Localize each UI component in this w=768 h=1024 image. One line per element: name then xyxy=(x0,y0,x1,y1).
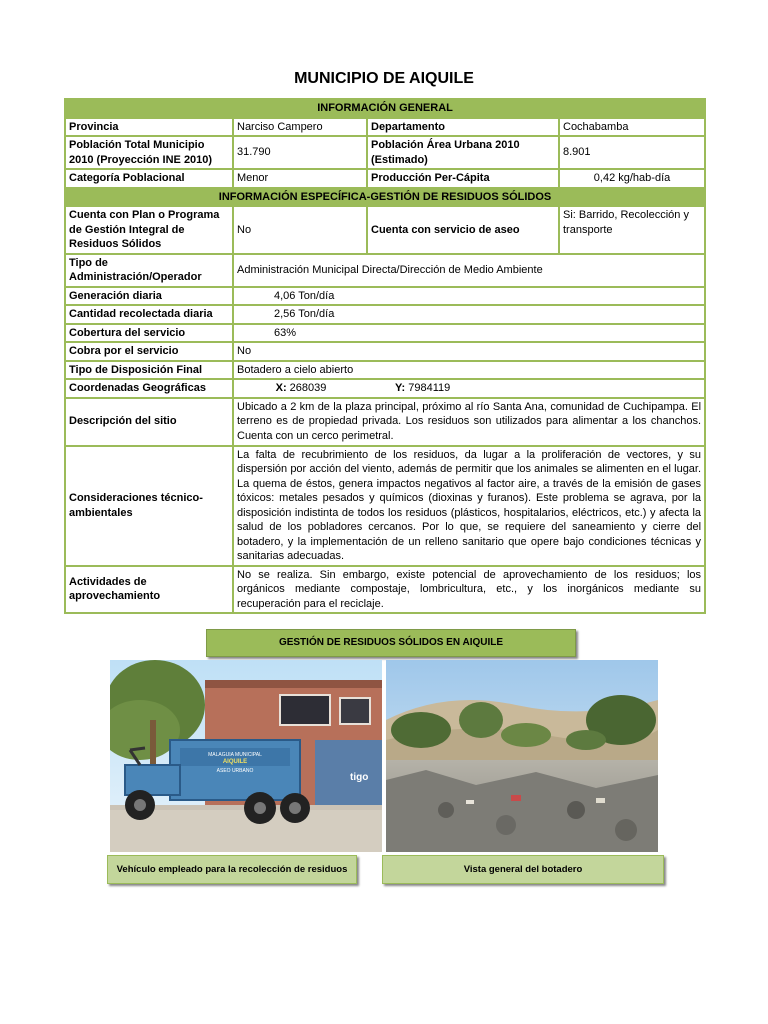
descripcion-label: Descripción del sitio xyxy=(65,398,233,446)
poblacion-total-value: 31.790 xyxy=(233,136,367,169)
disposicion-label: Tipo de Disposición Final xyxy=(65,361,233,380)
table-row xyxy=(65,379,705,398)
cobertura-label: Cobertura del servicio xyxy=(65,324,233,343)
gallery-header: GESTIÓN DE RESIDUOS SÓLIDOS EN AIQUILE xyxy=(206,629,576,657)
general-header: INFORMACIÓN GENERAL xyxy=(65,99,705,118)
poblacion-total-label: Población Total Municipio 2010 (Proyección INE 2010) xyxy=(65,136,233,169)
descripcion-value: Ubicado a 2 km de la plaza principal, próximo al río Santa Ana, comunidad de Cuchipampa. El terreno es de propiedad privada. Los residuos son utilizados para alimentar a los chanchos. Cuenta con un cerco perimetral. xyxy=(233,398,705,446)
tipo-admin-label: Tipo de Administración/Operador xyxy=(65,254,233,287)
wall-brand-text: tigo xyxy=(350,772,369,783)
plan-label: Cuenta con Plan o Programa de Gestión Integral de Residuos Sólidos xyxy=(65,206,233,254)
coord-x-label: X: xyxy=(275,382,287,394)
table-row xyxy=(65,566,705,614)
vehicle-sign-1: MALAGUIA MUNICIPAL xyxy=(208,752,262,758)
produccion-value: 0,42 kg/hab-día xyxy=(559,169,705,188)
coord-x-value: 268039 xyxy=(289,382,327,394)
consideraciones-value: La falta de recubrimiento de los residuos, da lugar a la proliferación de vectores, y su dispersión por acción del viento, además de permitir que los animales se alimenten en el lugar. La quema de éstos, genera impactos negativos al factor aire, a través de la emisión de gases tóxicos: metales pesados y químicos (dioxinas y furanos). Este problema se agrava, por la disposición indistinta de todos los residuos (plásticos, hospitalarios, eléctricos, etc.) y afecta la salud de los pobladores cercanos. Por lo que, se requiere del saneamiento y cierre del botadero, y la implementación de un relleno sanitario que opere bajo condiciones técnicas y sanitarias adecuadas. xyxy=(233,446,705,566)
coordenadas-value xyxy=(233,379,705,398)
table-row xyxy=(65,324,705,343)
plan-value: No xyxy=(233,206,367,254)
cantidad-label: Cantidad recolectada diaria xyxy=(65,305,233,324)
produccion-label: Producción Per-Cápita xyxy=(367,169,559,188)
vehicle-photo xyxy=(110,660,382,852)
vehicle-sign-3: ASEO URBANO xyxy=(216,768,254,774)
info-table xyxy=(64,98,706,614)
aseo-label: Cuenta con servicio de aseo xyxy=(367,206,559,254)
generacion-label: Generación diaria xyxy=(65,287,233,306)
categoria-label: Categoría Poblacional xyxy=(65,169,233,188)
especifica-header-row xyxy=(65,188,705,207)
cobra-label: Cobra por el servicio xyxy=(65,342,233,361)
table-row xyxy=(65,446,705,566)
vehicle-sign-2: AIQUILE xyxy=(222,759,248,765)
departamento-value: Cochabamba xyxy=(559,118,705,137)
actividades-label: Actividades de aprovechamiento xyxy=(65,566,233,614)
especifica-header: INFORMACIÓN ESPECÍFICA-GESTIÓN DE RESIDUOS SÓLIDOS xyxy=(65,188,705,207)
table-row xyxy=(65,118,705,137)
cantidad-value: 2,56 Ton/día xyxy=(233,305,705,324)
coord-y-value: 7984119 xyxy=(408,382,451,394)
generacion-value: 4,06 Ton/día xyxy=(233,287,705,306)
table-row xyxy=(65,254,705,287)
cobertura-value: 63% xyxy=(233,324,705,343)
provincia-value: Narciso Campero xyxy=(233,118,367,137)
actividades-value: No se realiza. Sin embargo, existe potencial de aprovechamiento de los residuos; los orgánicos mediante compostaje, lombricultura, etc., y los inorgánicos mediante su recuperación para el reciclaje. xyxy=(233,566,705,614)
consideraciones-label: Consideraciones técnico-ambientales xyxy=(65,446,233,566)
caption-vehicle: Vehículo empleado para la recolección de residuos xyxy=(107,855,357,884)
table-row xyxy=(65,398,705,446)
table-row xyxy=(65,305,705,324)
table-row xyxy=(65,361,705,380)
categoria-value: Menor xyxy=(233,169,367,188)
disposicion-value: Botadero a cielo abierto xyxy=(233,361,705,380)
coord-y-label: Y: xyxy=(395,382,406,394)
table-row xyxy=(65,206,705,254)
provincia-label: Provincia xyxy=(65,118,233,137)
general-header-row xyxy=(65,99,705,118)
poblacion-urbana-value: 8.901 xyxy=(559,136,705,169)
caption-dump: Vista general del botadero xyxy=(382,855,664,884)
dump-photo xyxy=(386,660,658,852)
aseo-value: Si: Barrido, Recolección y transporte xyxy=(559,206,705,254)
page-title: MUNICIPIO DE AIQUILE xyxy=(294,70,474,87)
cobra-value: No xyxy=(233,342,705,361)
table-row xyxy=(65,342,705,361)
table-row xyxy=(65,169,705,188)
departamento-label: Departamento xyxy=(367,118,559,137)
table-row xyxy=(65,287,705,306)
tipo-admin-value: Administración Municipal Directa/Dirección de Medio Ambiente xyxy=(233,254,705,287)
table-row xyxy=(65,136,705,169)
coordenadas-label: Coordenadas Geográficas xyxy=(65,379,233,398)
poblacion-urbana-label: Población Área Urbana 2010 (Estimado) xyxy=(367,136,559,169)
